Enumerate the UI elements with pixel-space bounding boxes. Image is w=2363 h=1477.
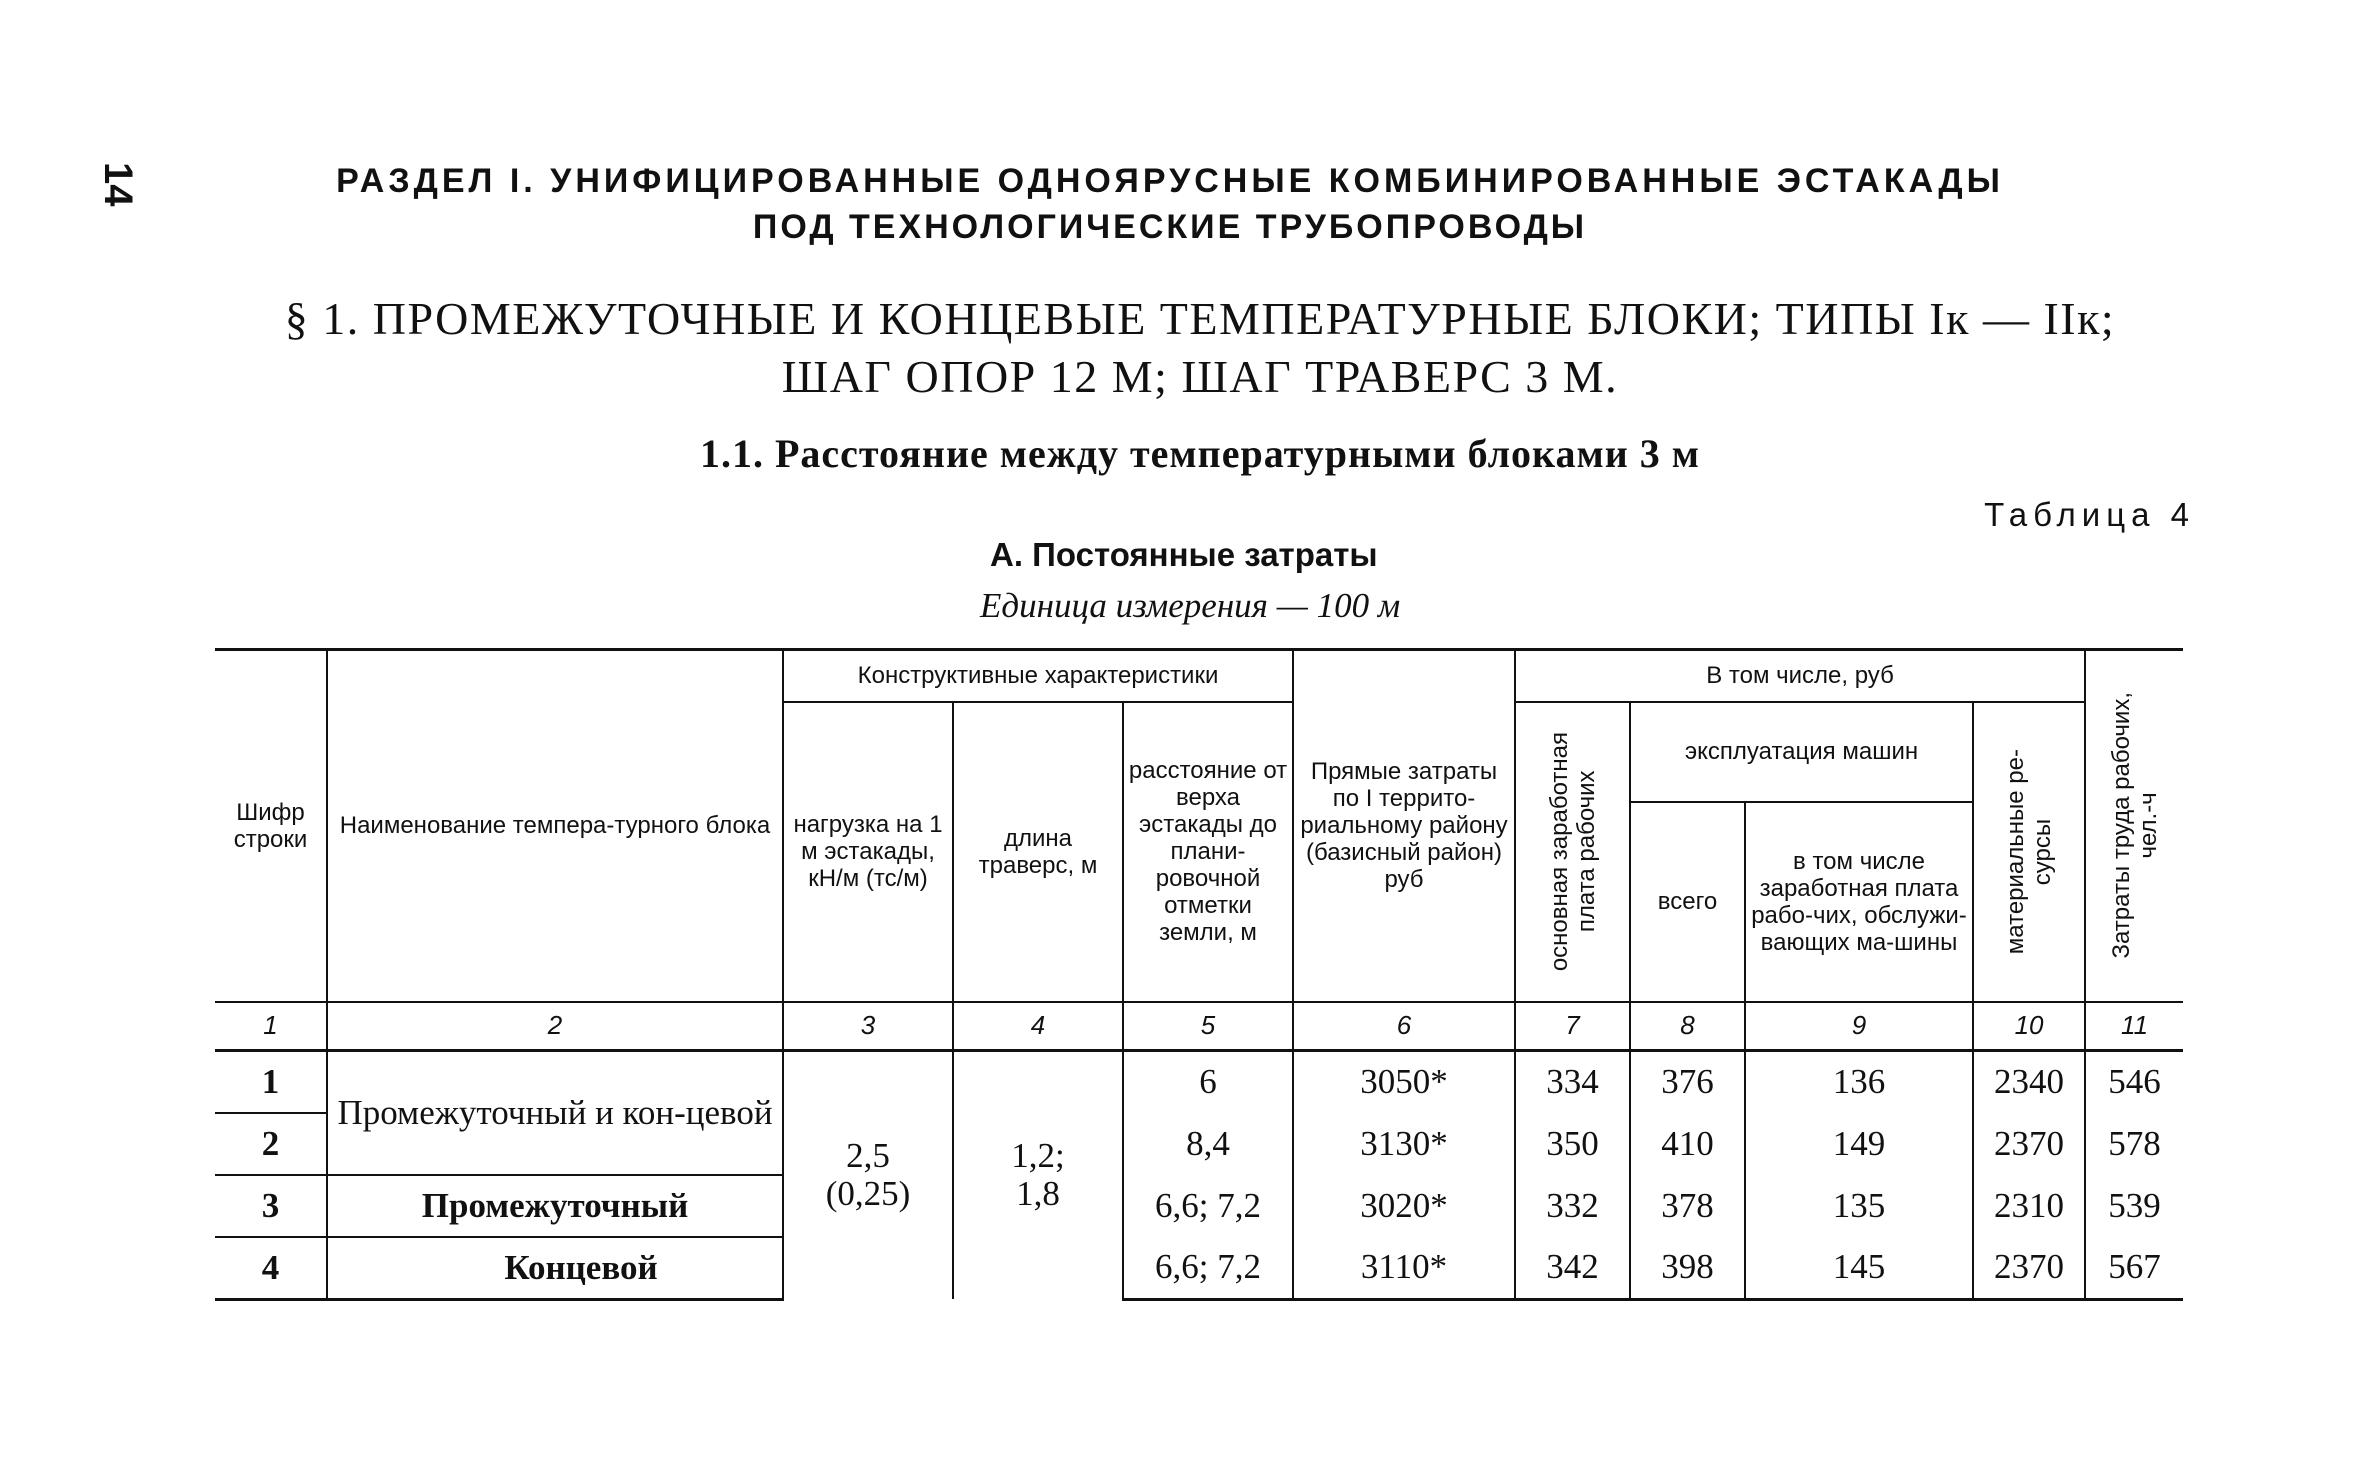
header-name: Наименование темпера-турного блока bbox=[327, 650, 783, 1002]
distance-value: 8,4 bbox=[1123, 1113, 1293, 1175]
section-heading-line-1: РАЗДЕЛ I. УНИФИЦИРОВАННЫЕ ОДНОЯРУСНЫЕ КОМБИНИРОВАННЫЕ ЭСТАКАДЫ bbox=[336, 162, 2004, 200]
base-wage-value: 332 bbox=[1515, 1175, 1630, 1237]
col-number: 4 bbox=[953, 1002, 1123, 1051]
materials-value: 2340 bbox=[1973, 1050, 2085, 1113]
unit-of-measure: Единица измерения — 100 м bbox=[980, 586, 1401, 625]
row-code: 3 bbox=[215, 1175, 327, 1237]
machines-wage-value: 136 bbox=[1745, 1050, 1973, 1113]
machines-total-value: 376 bbox=[1630, 1050, 1745, 1113]
row-name: Промежуточный и кон-цевой bbox=[327, 1050, 783, 1175]
col-number: 5 bbox=[1123, 1002, 1293, 1051]
header-construct-group: Конструктивные характеристики bbox=[783, 650, 1293, 702]
header-distance: расстояние от верха эстакады до плани-ровочной отметки земли, м bbox=[1123, 702, 1293, 1002]
col-number: 11 bbox=[2085, 1002, 2183, 1051]
table-row bbox=[215, 1050, 2183, 1113]
direct-costs-value: 3130* bbox=[1293, 1113, 1515, 1175]
row-name: Промежуточный bbox=[327, 1175, 783, 1237]
machines-wage-value: 135 bbox=[1745, 1175, 1973, 1237]
col-number: 10 bbox=[1973, 1002, 2085, 1051]
col-number: 9 bbox=[1745, 1002, 1973, 1051]
machines-total-value: 410 bbox=[1630, 1113, 1745, 1175]
header-materials-text: материальные ре- сурсы bbox=[2002, 748, 2057, 955]
machines-wage-value: 149 bbox=[1745, 1113, 1973, 1175]
header-code: Шифр строки bbox=[215, 650, 327, 1002]
direct-costs-value: 3050* bbox=[1293, 1050, 1515, 1113]
section-heading bbox=[230, 158, 2110, 250]
col-number: 3 bbox=[783, 1002, 953, 1051]
header-materials bbox=[1973, 702, 2085, 1002]
col-number: 6 bbox=[1293, 1002, 1515, 1051]
header-machines-wage: в том числе заработная плата рабо-чих, обслужи-вающих ма-шины bbox=[1745, 802, 1973, 1002]
materials-value: 2370 bbox=[1973, 1113, 2085, 1175]
header-base-wage-text: основная заработная плата рабочих bbox=[1545, 731, 1600, 972]
traverse-value: 1,2; 1,8 bbox=[953, 1050, 1123, 1299]
header-machines-group: эксплуатация машин bbox=[1630, 702, 1973, 802]
row-code: 4 bbox=[215, 1237, 327, 1300]
cost-table bbox=[215, 648, 2183, 1301]
paragraph-heading bbox=[200, 290, 2200, 406]
col-number: 7 bbox=[1515, 1002, 1630, 1051]
header-labor bbox=[2085, 650, 2183, 1002]
page-number: 14 bbox=[96, 162, 140, 207]
table-label: Таблица 4 bbox=[1984, 496, 2195, 533]
distance-value: 6 bbox=[1123, 1050, 1293, 1113]
labor-value: 567 bbox=[2085, 1237, 2183, 1300]
header-traverse-length: длина траверс, м bbox=[953, 702, 1123, 1002]
paragraph-heading-line-1: § 1. ПРОМЕЖУТОЧНЫЕ И КОНЦЕВЫЕ ТЕМПЕРАТУРНЫЕ БЛОКИ; ТИПЫ Iк — IIк; bbox=[284, 293, 2116, 344]
direct-costs-value: 3020* bbox=[1293, 1175, 1515, 1237]
header-machines-total: всего bbox=[1630, 802, 1745, 1002]
col-number: 2 bbox=[327, 1002, 783, 1051]
base-wage-value: 342 bbox=[1515, 1237, 1630, 1300]
distance-value: 6,6; 7,2 bbox=[1123, 1175, 1293, 1237]
labor-value: 546 bbox=[2085, 1050, 2183, 1113]
machines-wage-value: 145 bbox=[1745, 1237, 1973, 1300]
row-code: 1 bbox=[215, 1050, 327, 1113]
header-load: нагрузка на 1 м эстакады, кН/м (тс/м) bbox=[783, 702, 953, 1002]
distance-value: 6,6; 7,2 bbox=[1123, 1237, 1293, 1300]
part-title: А. Постоянные затраты bbox=[990, 536, 1378, 573]
row-code: 2 bbox=[215, 1113, 327, 1175]
header-labor-text: Затраты труда рабочих, чел.-ч bbox=[2107, 692, 2162, 960]
col-number: 8 bbox=[1630, 1002, 1745, 1051]
labor-value: 539 bbox=[2085, 1175, 2183, 1237]
base-wage-value: 334 bbox=[1515, 1050, 1630, 1113]
header-incl-group: В том числе, руб bbox=[1515, 650, 2085, 702]
direct-costs-value: 3110* bbox=[1293, 1237, 1515, 1300]
machines-total-value: 378 bbox=[1630, 1175, 1745, 1237]
machines-total-value: 398 bbox=[1630, 1237, 1745, 1300]
materials-value: 2310 bbox=[1973, 1175, 2085, 1237]
paragraph-heading-line-2: ШАГ ОПОР 12 М; ШАГ ТРАВЕРС 3 М. bbox=[781, 351, 1619, 402]
load-value: 2,5 (0,25) bbox=[783, 1050, 953, 1299]
labor-value: 578 bbox=[2085, 1113, 2183, 1175]
header-direct-costs: Прямые затраты по I террито-риальному району (базисный район) руб bbox=[1293, 650, 1515, 1002]
table-row bbox=[215, 1175, 2183, 1237]
col-number: 1 bbox=[215, 1002, 327, 1051]
section-heading-line-2: ПОД ТЕХНОЛОГИЧЕСКИЕ ТРУБОПРОВОДЫ bbox=[752, 208, 1588, 246]
base-wage-value: 350 bbox=[1515, 1113, 1630, 1175]
row-name: Концевой bbox=[327, 1237, 783, 1300]
subsection-heading: 1.1. Расстояние между температурными блоками 3 м bbox=[699, 431, 1701, 476]
table-row bbox=[215, 1237, 2183, 1300]
materials-value: 2370 bbox=[1973, 1237, 2085, 1300]
header-base-wage bbox=[1515, 702, 1630, 1002]
column-number-row bbox=[215, 1002, 2183, 1051]
